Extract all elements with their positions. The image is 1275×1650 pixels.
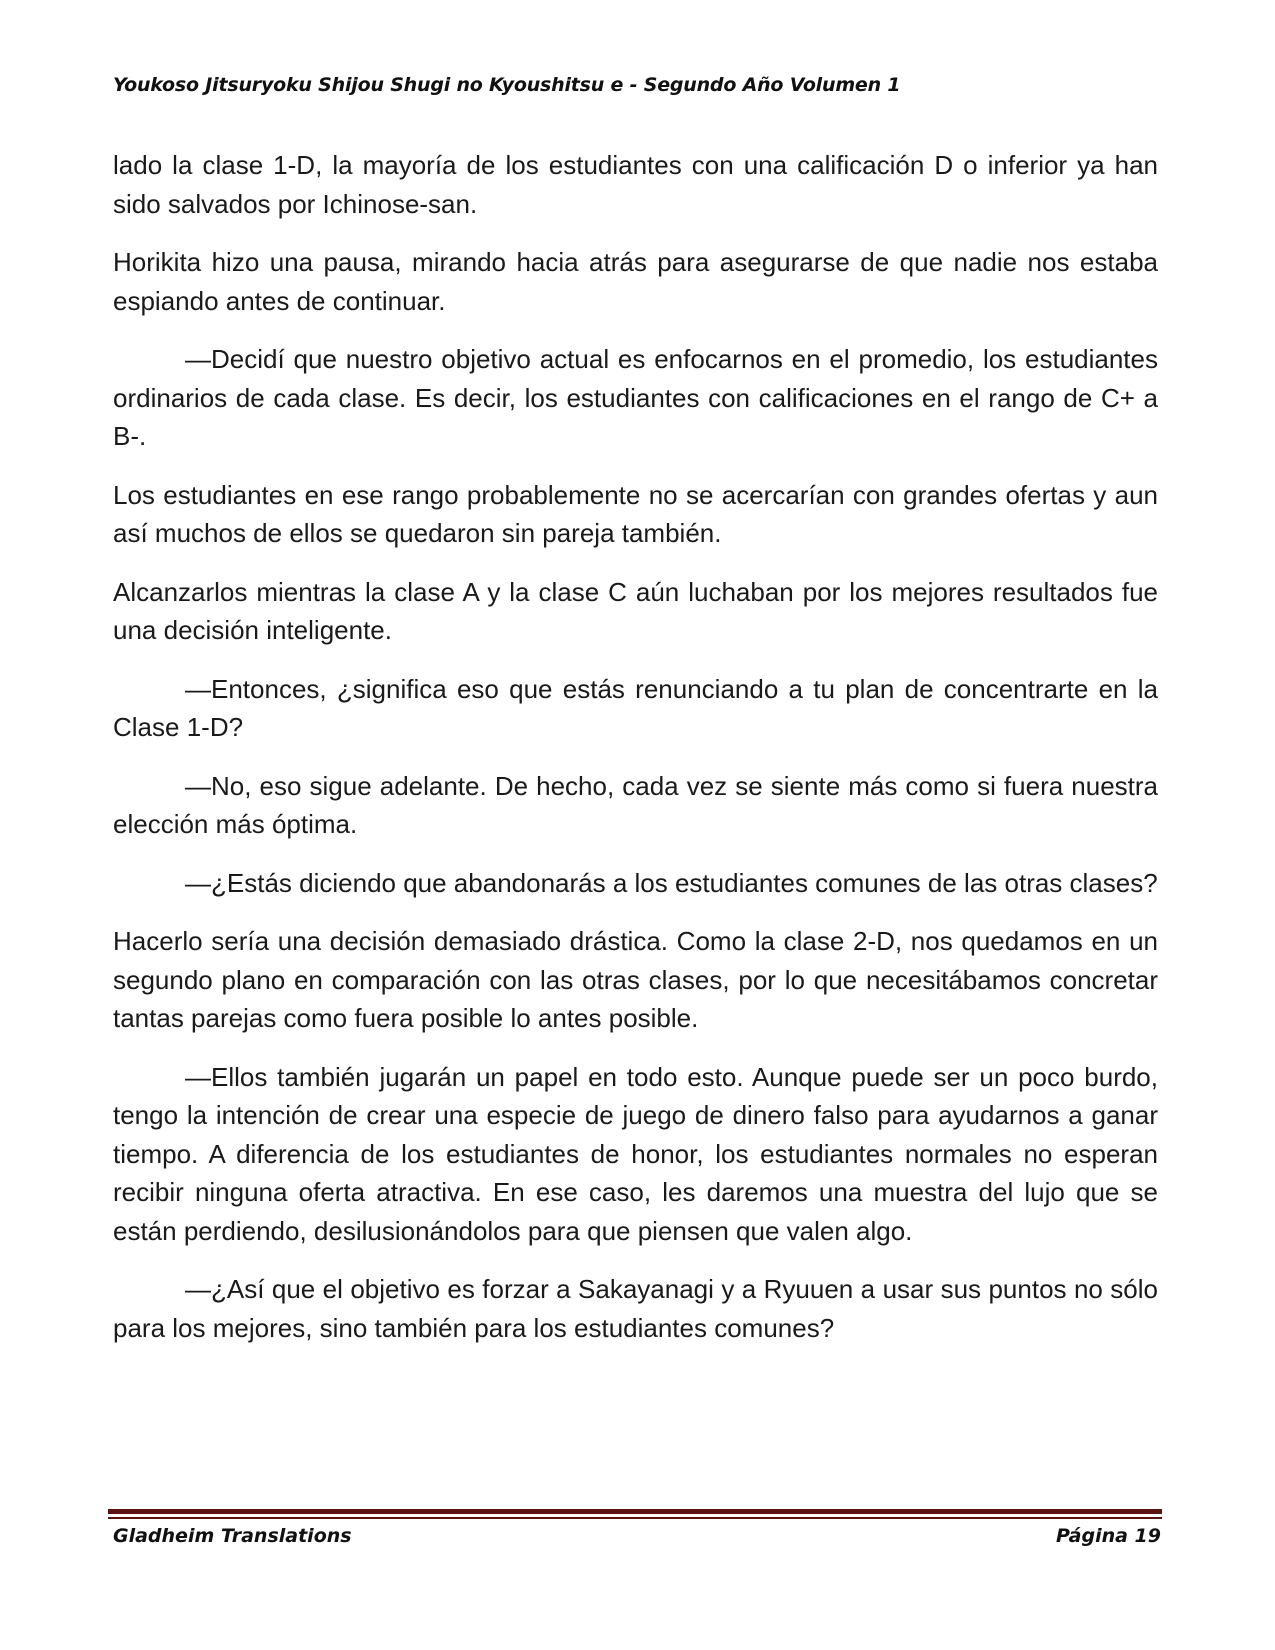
footer-translator: Gladheim Translations bbox=[113, 1525, 352, 1547]
paragraph-11: —¿Así que el objetivo es forzar a Sakayanagi y a Ryuuen a usar sus puntos no sólo para los mejores, sino también para los estudiantes comunes? bbox=[113, 1274, 1158, 1343]
paragraph-6: —Entonces, ¿significa eso que estás renunciando a tu plan de concentrarte en la Clase 1-D? bbox=[113, 673, 1158, 742]
paragraph-4: Los estudiantes en ese rango probablemente no se acercarían con grandes ofertas y aun así muchos de ellos se quedaron sin pareja también. bbox=[113, 479, 1158, 548]
footer-rule-thick bbox=[108, 1509, 1162, 1514]
paragraph-2: Horikita hizo una pausa, mirando hacia atrás para asegurarse de que nadie nos estaba espiando antes de continuar. bbox=[113, 247, 1158, 316]
paragraph-3: —Decidí que nuestro objetivo actual es enfocarnos en el promedio, los estudiantes ordinarios de cada clase. Es decir, los estudiantes con calificaciones en el rango de C+ a B-. bbox=[113, 344, 1158, 451]
paragraph-7: —No, eso sigue adelante. De hecho, cada vez se siente más como si fuera nuestra elección más óptima. bbox=[113, 770, 1158, 839]
paragraph-10: —Ellos también jugarán un papel en todo esto. Aunque puede ser un poco burdo, tengo la intención de crear una especie de juego de dinero falso para ayudarnos a ganar tiempo. A diferencia de los estudiantes de honor, los estudiantes normales no esperan recibir ninguna oferta atractiva. En ese caso, les daremos una muestra del lujo que se están perdiendo, desilusionándolos para que piensen que valen algo. bbox=[113, 1061, 1158, 1246]
paragraph-5: Alcanzarlos mientras la clase A y la clase C aún luchaban por los mejores resultados fue una decisión inteligente. bbox=[113, 576, 1158, 645]
footer-rule-thin bbox=[108, 1517, 1162, 1519]
paragraph-9: Hacerlo sería una decisión demasiado drástica. Como la clase 2-D, nos quedamos en un segundo plano en comparación con las otras clases, por lo que necesitábamos concretar tantas parejas como fuera posible lo antes posible. bbox=[113, 926, 1158, 1033]
paragraph-1: lado la clase 1-D, la mayoría de los estudiantes con una calificación D o inferior ya han sido salvados por Ichinose-san. bbox=[113, 150, 1158, 219]
footer-page-number: Página 19 bbox=[1055, 1525, 1161, 1547]
running-header: Youkoso Jitsuryoku Shijou Shugi no Kyoushitsu e - Segundo Año Volumen 1 bbox=[113, 74, 901, 96]
paragraph-8: —¿Estás diciendo que abandonarás a los estudiantes comunes de las otras clases? bbox=[185, 867, 1158, 898]
page-body bbox=[113, 146, 1158, 1367]
